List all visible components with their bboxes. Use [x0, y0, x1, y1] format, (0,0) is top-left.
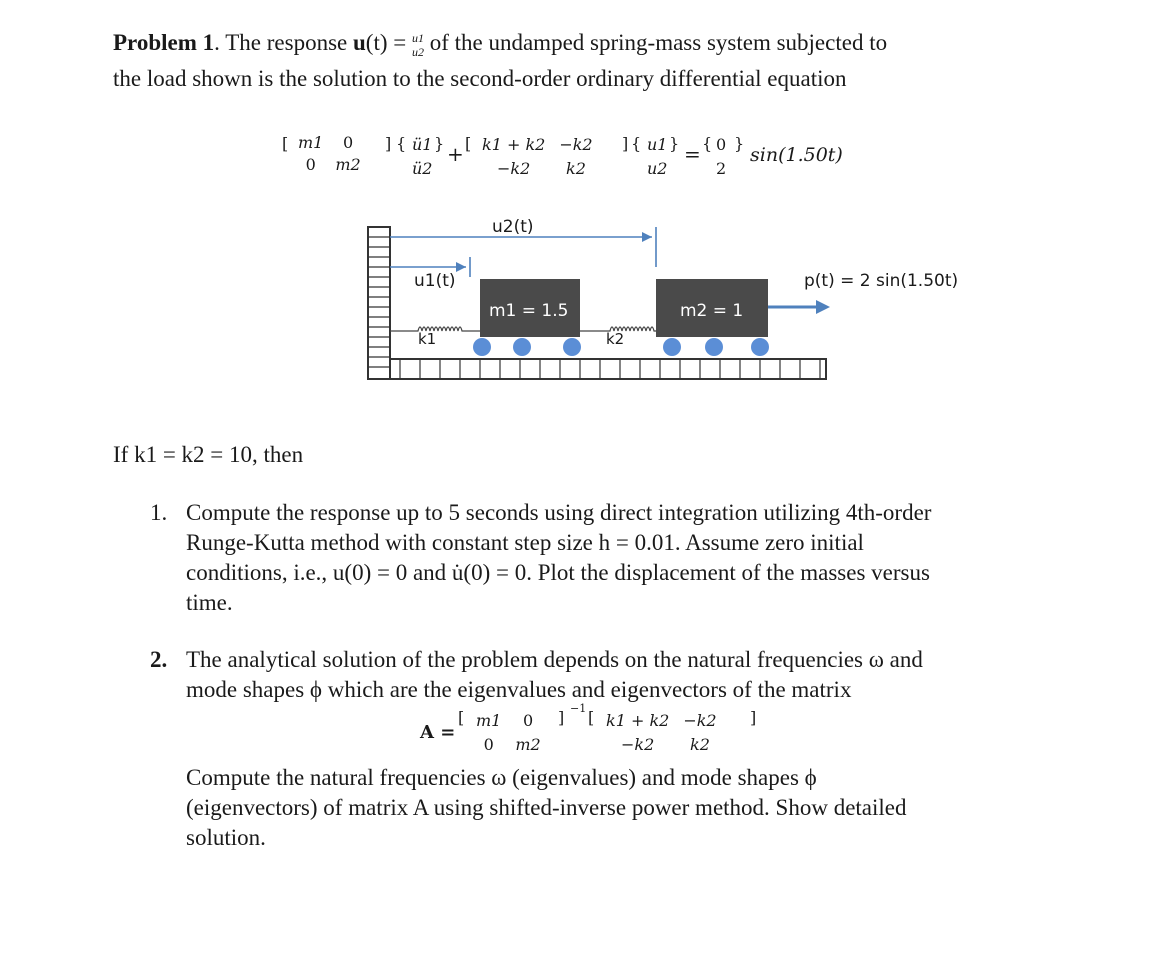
wheel [563, 338, 581, 356]
intro-line-1: Problem 1. The response u(t) = u1 u2 of the undamped spring-mass system subjected to [113, 30, 888, 59]
item-1-line-1: Compute the response up to 5 seconds using direct integration utilizing 4th-order [186, 500, 932, 525]
acceleration-vector: ü1 ü2 [412, 135, 433, 178]
item-1-number: 1. [150, 500, 168, 525]
k1-label: k1 [418, 330, 437, 348]
spring-mass-figure [360, 215, 840, 390]
wheel [751, 338, 769, 356]
k2-label: k2 [606, 330, 625, 348]
wheel [663, 338, 681, 356]
forcing-term: sin(1.50t) [750, 144, 843, 166]
item-2-line-3: Compute the natural frequencies ω (eigenvalues) and mode shapes ϕ [186, 765, 817, 790]
matrix-a-mass: m1 0 0 m2 [476, 711, 541, 754]
item-2-number: 2. [150, 647, 168, 672]
item-1-line-3: conditions, i.e., u(0) = 0 and u̇(0) = 0. Plot the displacement of the masses versus [186, 560, 930, 585]
load-vector: 0 2 [716, 135, 727, 178]
equation-of-motion: [ m1 0 0 m2 ] { ü1 ü2 } + [ k1 + k2 −k2 −k2 k2 ] { u1 u2 } = { 0 2 } sin(1.50t) [282, 128, 902, 188]
u2-label: u2(t) [492, 217, 534, 237]
stiffness-matrix: k1 + k2 −k2 −k2 k2 [482, 135, 593, 178]
matrix-a-stiffness: k1 + k2 −k2 −k2 k2 [606, 711, 717, 754]
wall [368, 227, 390, 379]
load-label: p(t) = 2 sin(1.50t) [804, 271, 959, 291]
wheel [513, 338, 531, 356]
item-2-line-5: solution. [186, 825, 266, 850]
item-2-line-1: The analytical solution of the problem depends on the natural frequencies ω and [186, 647, 923, 672]
u1-label: u1(t) [414, 271, 456, 291]
response-vector: u1 u2 [411, 30, 424, 59]
mass-matrix: m1 0 0 m2 [298, 133, 361, 174]
wheel [473, 338, 491, 356]
intro-line-2: the load shown is the solution to the second-order ordinary differential equation [113, 66, 847, 91]
displacement-vector: u1 u2 [647, 135, 668, 178]
item-2-line-2: mode shapes ϕ which are the eigenvalues and eigenvectors of the matrix [186, 677, 852, 702]
item-2-line-4: (eigenvectors) of matrix A using shifted-inverse power method. Show detailed [186, 795, 907, 820]
problem-label: Problem 1 [113, 30, 215, 55]
wheel [705, 338, 723, 356]
mass-2-label: m2 = 1 [680, 301, 744, 321]
given-line: If k1 = k2 = 10, then [113, 442, 304, 467]
item-1-line-2: Runge-Kutta method with constant step size h = 0.01. Assume zero initial [186, 530, 864, 555]
item-1-line-4: time. [186, 590, 233, 615]
mass-1-label: m1 = 1.5 [489, 301, 569, 321]
matrix-a: A = [ m1 0 0 m2 ] −1 [ k1 + k2 −k2 −k2 k2 ] [420, 708, 780, 764]
